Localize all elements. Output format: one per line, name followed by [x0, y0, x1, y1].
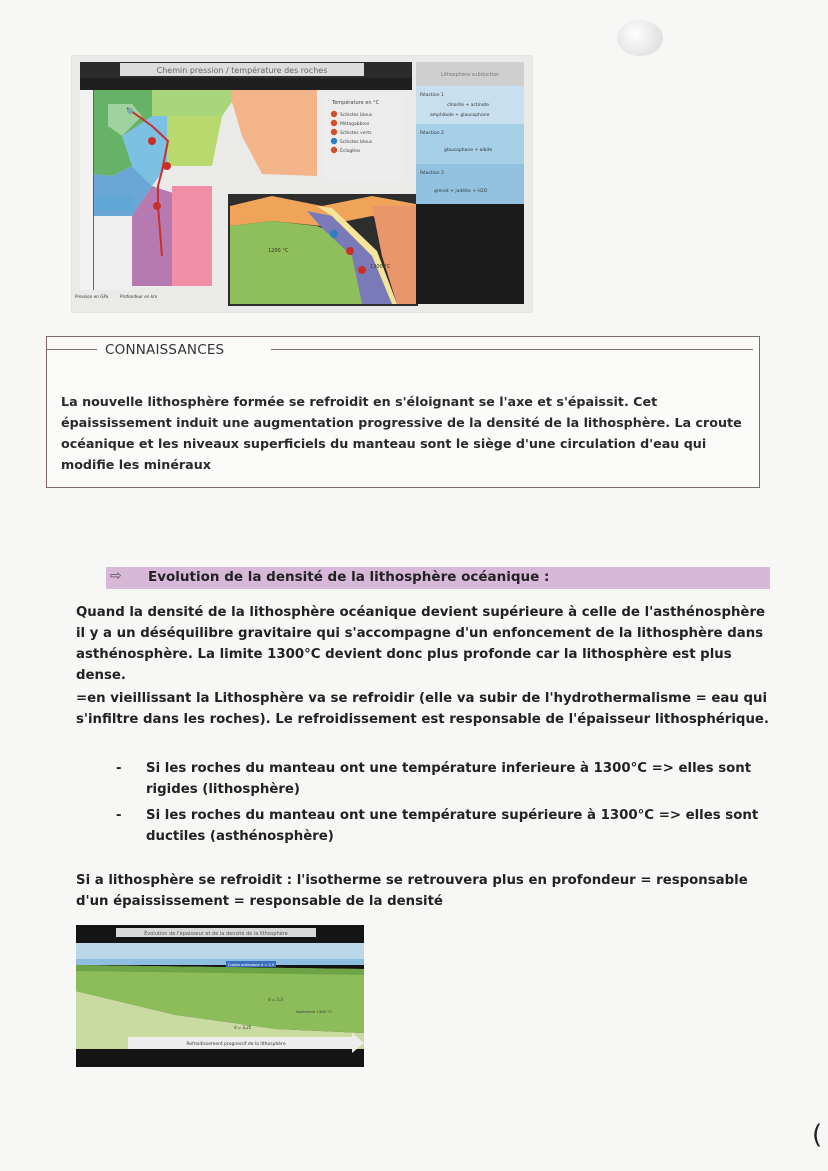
- bullet-item: [116, 758, 776, 802]
- astheno-density-label: d = 3,25: [234, 1025, 252, 1030]
- bullet-text: Si les roches du manteau ont une température supérieure à 1300°C => elles sont ductiles (asthénosphère): [146, 808, 759, 844]
- reaction-text-1: chlorite + actinote: [447, 103, 489, 108]
- knowledge-text: La nouvelle lithosphère formée se refroidit en s'éloignant se l'axe et s'épaissit. Cet épaississement induit une augmentation progressive de la densité de la lithosphère. La croute océanique et les niveaux superficiels du manteau sont le siège d'une circulation d'eau qui modifie les minéraux: [61, 394, 742, 472]
- temp-label-2: 1300 °C: [370, 264, 391, 270]
- legend-item: Éclogites: [340, 149, 361, 154]
- reaction-label-3: Réaction 3: [420, 171, 444, 176]
- bottom-figure-title: Évolution de l'épaisseur et de la densité de la lithosphère: [144, 931, 288, 937]
- legend-header: Température en °C: [332, 100, 380, 106]
- box-rule: [47, 349, 97, 350]
- paragraph-3: Si a lithosphère se refroidit : l'isotherme se retrouvera plus en profondeur = responsable d'un épaississement = responsable de la densité: [76, 873, 748, 909]
- pressure-temperature-figure: [72, 56, 532, 312]
- pin-reflection: [617, 20, 663, 56]
- box-rule: [271, 349, 753, 350]
- reaction-label-1: Réaction 1: [420, 93, 444, 98]
- axis-pressure: Pression en GPa: [75, 294, 109, 299]
- isotherm-label: Isotherme 1300 °C: [296, 1009, 332, 1014]
- temp-label-1: 1200 °C: [268, 248, 289, 254]
- legend-item: Métagabbros: [340, 122, 370, 127]
- bottom-figure-caption: Refroidissement progressif de la lithosphère: [186, 1042, 286, 1047]
- reaction-text-4: grenat + jadéite + H2O: [434, 189, 488, 194]
- margin-mark: (: [812, 1120, 823, 1150]
- legend-item: Schistes bleus: [340, 140, 373, 145]
- bullet-dash: -: [116, 761, 122, 776]
- reaction-text-2: amphibole + glaucophane: [430, 113, 490, 118]
- knowledge-title: CONNAISSANCES: [101, 342, 228, 358]
- lithosphere-density-figure: [76, 925, 364, 1067]
- reaction-text-3: glaucophane + albite: [444, 148, 493, 153]
- crust-label: Croûte océanique d = 2,9: [227, 963, 275, 967]
- legend-item: Schistes bleus: [340, 113, 373, 118]
- paragraph-1: Quand la densité de la lithosphère océanique devient supérieure à celle de l'asthénosphère il y a un déséquilibre gravitaire qui s'accompagne d'un enfoncement de la lithosphère dans asthénosphère. La limite 1300°C devient donc plus profonde car la lithosphère est plus dense.: [76, 605, 766, 683]
- bullet-item: [116, 805, 776, 849]
- arrow-icon: ⇨: [110, 568, 122, 584]
- side-title: Lithosphère subduction: [440, 72, 500, 78]
- axis-depth: Profondeur en km: [120, 294, 158, 299]
- knowledge-box: [46, 336, 760, 488]
- section-title: Evolution de la densité de la lithosphère océanique :: [148, 569, 550, 585]
- figure-title: Chemin pression / température des roches: [156, 66, 328, 75]
- legend-item: Schistes verts: [340, 131, 372, 136]
- bullet-dash: -: [116, 808, 122, 823]
- bullet-text: Si les roches du manteau ont une température inferieure à 1300°C => elles sont rigides (lithosphère): [146, 761, 752, 797]
- paragraph-2: =en vieillissant la Lithosphère va se refroidir (elle va subir de l'hydrothermalisme = eau qui s'infiltre dans les roches). Le refroidissement est responsable de l'épaisseur lithosphérique.: [76, 691, 769, 727]
- litho-density-label: d = 3,3: [268, 997, 283, 1002]
- reaction-label-2: Réaction 2: [420, 131, 444, 136]
- section-header: [106, 567, 770, 589]
